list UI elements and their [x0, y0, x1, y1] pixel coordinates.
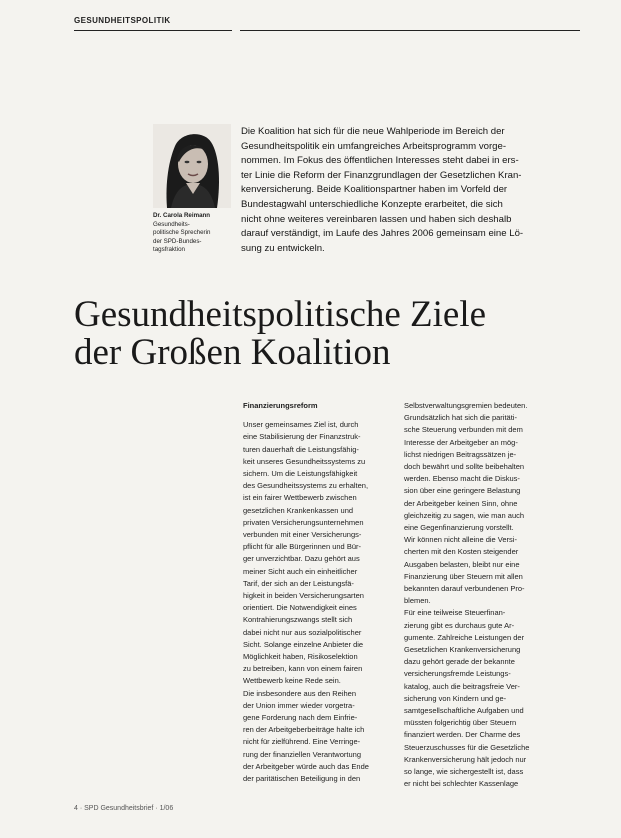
portrait-caption	[153, 212, 233, 255]
body-line: rung der finanziellen Verantwortung	[243, 749, 361, 759]
body-line: verbunden mit einer Versicherungs-	[243, 530, 362, 540]
body-line: pflicht für alle Bürgerinnen und Bür-	[243, 542, 361, 552]
title-line: Gesundheitspolitische Ziele	[74, 294, 487, 335]
intro-line: nicht ohne weiteres vereinbaren lassen und haben sich deshalb	[241, 213, 512, 225]
body-line: Selbstverwaltungsgremien bedeuten.	[404, 401, 528, 410]
body-line: doch bewährt und sollte beibehalten	[404, 462, 525, 472]
body-line: ist ein fairer Wettbewerb zwischen	[243, 493, 357, 503]
caption-line: Gesundheits-	[153, 220, 190, 228]
body-line: der Arbeitgeber würde auch das Ende	[243, 761, 369, 771]
body-line: sichern. Um die Leistungsfähigkeit	[243, 469, 358, 479]
caption-line: politische Sprecherin	[153, 229, 211, 237]
body-line: der Union immer wieder vorgetra-	[243, 700, 355, 710]
body-line: gumente. Zahlreiche Leistungen der	[404, 632, 525, 642]
body-line: eine Stabilisierung der Finanzstruk-	[243, 432, 361, 442]
body-line: Finanzierung über Steuern mit allen	[404, 571, 523, 581]
intro-paragraph	[241, 125, 581, 256]
body-column-left	[243, 400, 393, 785]
body-line: Die insbesondere aus den Reihen	[243, 688, 356, 698]
body-line: so lange, wie sichergestellt ist, dass	[404, 767, 524, 777]
body-line: sche Steuerung verbunden mit dem	[404, 425, 523, 435]
body-line: sicherung von Kindern und ge-	[404, 693, 507, 703]
body-column-right	[404, 400, 554, 791]
body-line: nicht für zielführend. Eine Verringe-	[243, 737, 361, 747]
intro-line: Die Koalition hat sich für die neue Wahlperiode im Bereich der	[241, 126, 505, 137]
intro-line: kenversicherung. Beide Koalitionspartner haben im Vorfeld der	[241, 184, 508, 196]
body-line: ren der Arbeitgeberbeiträge halte ich	[243, 725, 365, 735]
body-line: cherten mit den Kosten steigender	[404, 547, 519, 557]
portrait-image	[153, 124, 231, 208]
title-line: der Großen Koalition	[74, 332, 391, 373]
article-title	[74, 296, 594, 372]
author-portrait	[153, 124, 231, 208]
caption-line: Dr. Carola Reimann	[153, 212, 211, 219]
header-rule-right	[240, 30, 580, 31]
body-line: versicherungsfremde Leistungs-	[404, 669, 511, 679]
body-line: keit unseres Gesundheitssystems zu	[243, 456, 366, 466]
body-line: katalog, auch die beitragsfreie Ver-	[404, 681, 520, 691]
body-line: Tarif, der sich an der Leistungsfä-	[243, 578, 354, 588]
body-line: Wir können nicht alleine die Versi-	[404, 535, 517, 545]
body-line: Gesetzlichen Krankenversicherung	[404, 645, 521, 655]
intro-line: sung zu entwickeln.	[241, 242, 325, 254]
body-line: Sicht. Solange einzelne Anbieter die	[243, 639, 364, 649]
intro-line: nommen. Im Fokus des öffentlichen Interesses steht dabei in ers-	[241, 155, 519, 167]
body-line: blemen.	[404, 596, 431, 606]
body-line: gesetzlichen Krankenkassen und	[243, 505, 354, 515]
body-line: Interesse der Arbeitgeber an mög-	[404, 437, 518, 447]
body-line: Krankenversicherung hält jedoch nur	[404, 754, 527, 764]
intro-line: Bundestagwahl unterschiedliche Konzepte erarbeitet, die sich	[241, 198, 503, 210]
body-line: zu betreiben, kann von einem fairen	[243, 664, 363, 674]
body-line: Möglichkeit haben, Risikoselektion	[243, 652, 358, 662]
body-line: privaten Versicherungsunternehmen	[243, 517, 364, 527]
body-line: werden. Ebenso macht die Diskus-	[404, 474, 520, 484]
body-line: Wettbewerb keine Rede sein.	[243, 676, 341, 686]
caption-line: der SPD-Bundes-	[153, 237, 202, 245]
body-line: finanziert werden. Der Charme des	[404, 730, 521, 740]
body-line: zierung gibt es durchaus gute Ar-	[404, 620, 515, 630]
subheading: Finanzierungsreform	[243, 401, 318, 410]
page-footer: 4 · SPD Gesundheitsbrief · 1/06	[74, 805, 174, 812]
caption-line: tagsfraktion	[153, 246, 185, 254]
body-line: Unser gemeinsames Ziel ist, durch	[243, 420, 359, 430]
body-line: sion über eine geringere Belastung	[404, 486, 521, 496]
intro-line: ter Linie die Reform der Finanzgrundlagen der Gesetzlichen Kran-	[241, 169, 522, 181]
body-line: samtgesellschaftliche Aufgaben und	[404, 706, 524, 716]
body-line: Steuerzuschusses für die Gesetzliche	[404, 742, 530, 752]
header-rule-left	[74, 30, 232, 31]
intro-line: Gesundheitspolitik ein umfangreiches Arbeitsprogramm vorge-	[241, 140, 507, 152]
body-line: gleichzeitig zu sagen, wie man auch	[404, 510, 525, 520]
body-line: lichst niedrigen Beitragssätzen je-	[404, 449, 517, 459]
body-line: müssten folgerichtig über Steuern	[404, 718, 517, 728]
body-line: Kontrahierungszwangs stellt sich	[243, 615, 353, 625]
body-line: turen dauerhaft die Leistungsfähig-	[243, 444, 359, 454]
body-line: eine Gegenfinanzierung vorstellt.	[404, 523, 514, 533]
body-line: dazu gehört gerade der bekannte	[404, 657, 515, 667]
body-line: bekannten darauf verbundenen Pro-	[404, 584, 525, 594]
body-line: ger unverzichtbar. Dazu gehört aus	[243, 554, 360, 564]
body-line: meiner Sicht auch ein einheitlicher	[243, 566, 358, 576]
body-line: Grundsätzlich hat sich die paritäti-	[404, 413, 517, 423]
body-line: gene Forderung nach dem Einfrie-	[243, 713, 358, 723]
body-line: der paritätischen Beteiligung in den	[243, 774, 361, 784]
body-line: der Arbeitgeber keinen Sinn, ohne	[404, 498, 518, 508]
body-line: Ausgaben belasten, bleibt nur eine	[404, 559, 520, 569]
section-label: GESUNDHEITSPOLITIK	[74, 16, 171, 25]
body-line: dabei nicht nur aus sozialpolitischer	[243, 627, 362, 637]
intro-line: darauf verständigt, im Laufe des Jahres 2006 gemeinsam eine Lö-	[241, 228, 524, 240]
body-line: Für eine teilweise Steuerfinan-	[404, 608, 506, 618]
body-line: des Gesundheitssystems zu erhalten,	[243, 481, 369, 491]
body-line: orientiert. Die Notwendigkeit eines	[243, 603, 357, 613]
body-line: er nicht bei schlechter Kassenlage	[404, 779, 519, 789]
body-line: higkeit in beiden Versicherungsarten	[243, 591, 364, 601]
